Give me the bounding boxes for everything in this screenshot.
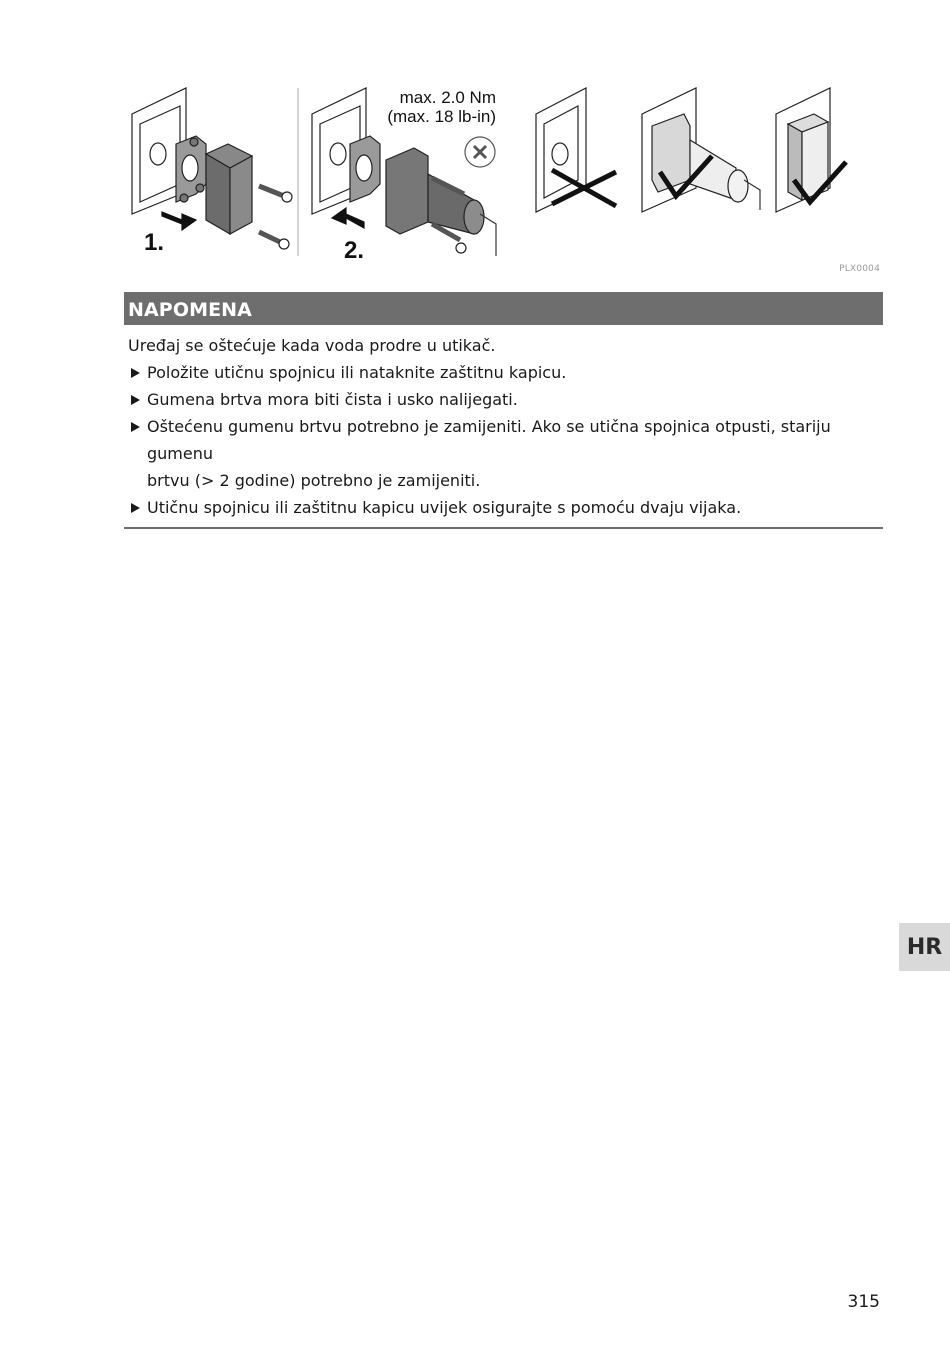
correct-plug-mounted (642, 88, 760, 212)
installation-illustration (124, 84, 884, 274)
triangle-bullet-icon (131, 503, 140, 513)
torque-limit-lbin: (max. 18 lb-in) (387, 107, 496, 126)
step-1-label: 1. (144, 229, 165, 256)
notice-body (124, 325, 883, 527)
language-tab: HR (899, 923, 950, 971)
page-number: 315 (847, 1292, 880, 1312)
correct-cap-mounted (776, 88, 846, 212)
step-1-panel (132, 88, 292, 249)
notice-title: NAPOMENA (124, 292, 883, 325)
list-item-text: Položite utičnu spojnicu ili nataknite zaštitnu kapicu. (147, 363, 567, 382)
list-item (128, 413, 879, 494)
connector-mounting-diagram (124, 84, 884, 274)
list-item-text-continued: brtvu (> 2 godine) potrebno je zamijeniti. (147, 471, 481, 490)
list-item (128, 359, 879, 386)
list-item-text: Utičnu spojnicu ili zaštitnu kapicu uvijek osigurajte s pomoću dvaju vijaka. (147, 498, 742, 517)
notice-list (128, 359, 879, 521)
notice-bottom-rule (124, 527, 883, 529)
list-item-text: Oštećenu gumenu brtvu potrebno je zamijeniti. Ako se utična spojnica otpusti, stariju gumenu (147, 417, 831, 463)
triangle-bullet-icon (131, 422, 140, 432)
list-item-text: Gumena brtva mora biti čista i usko nalijegati. (147, 390, 518, 409)
list-item (128, 494, 879, 521)
list-item (128, 386, 879, 413)
triangle-bullet-icon (131, 395, 140, 405)
step-2-label: 2. (344, 237, 365, 264)
notice-box (124, 292, 883, 529)
notice-intro: Uređaj se oštećuje kada voda prodre u utikač. (128, 336, 496, 355)
figure-code: PLX0004 (839, 264, 880, 274)
triangle-bullet-icon (131, 368, 140, 378)
incorrect-open-socket (536, 88, 616, 212)
torque-limit-nm: max. 2.0 Nm (399, 88, 496, 107)
